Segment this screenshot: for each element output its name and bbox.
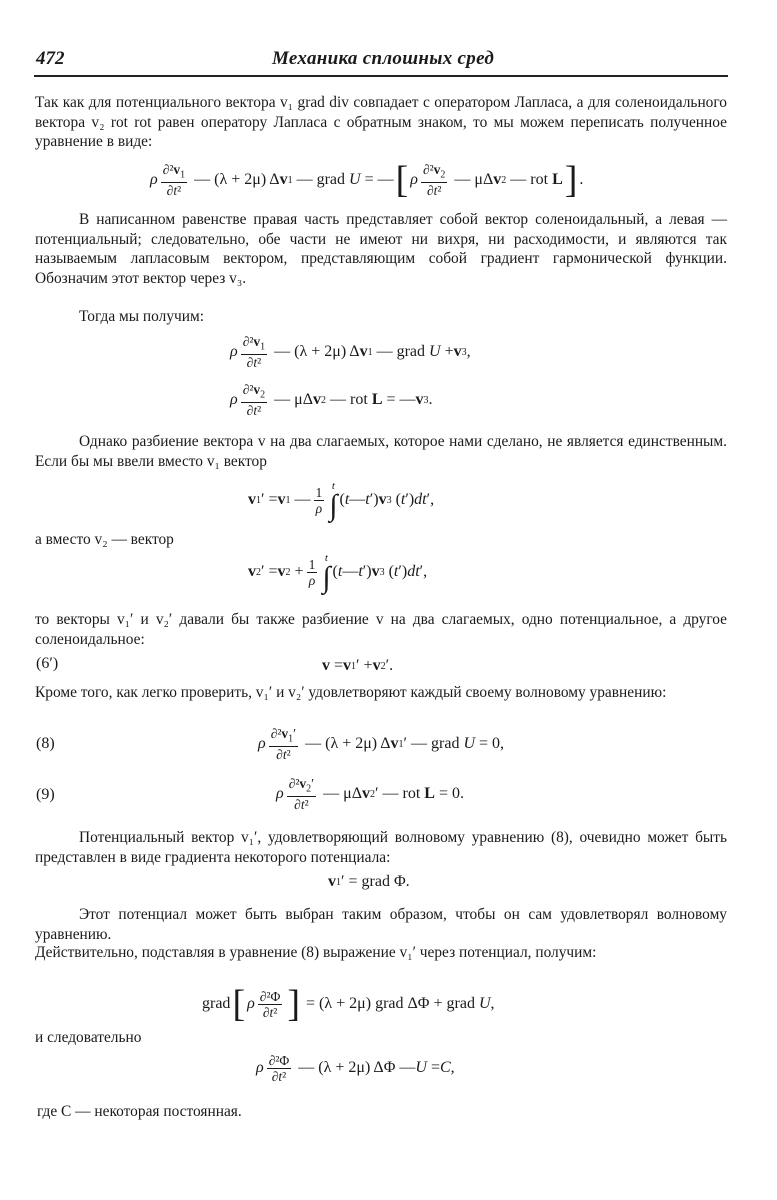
page-number: 472: [36, 48, 65, 69]
equation-number-8: (8): [36, 735, 55, 752]
equation-2: ρ $\frac{\partial^2v_1}{\text{∂t²}}$ — (λ + 2μ) Δ v 1 — grad U + v 3 ,: [230, 333, 471, 371]
equation-5: v 2 ′ = v 2 + $\frac{1}{\rho}$ t ∫ ( t — t ′) v 3 ( t ′) dt ′,: [248, 551, 428, 594]
paragraph-5: а вместо v₂ — вектор: [35, 531, 174, 548]
equation-number-6: (6′): [36, 655, 59, 672]
running-title: Механика сплошных сред: [272, 48, 495, 69]
equation-12: ρ $\frac{\text{∂²Φ}}{\text{∂t²}}$ — (λ + 2μ) ΔΦ — U = C ,: [256, 1052, 455, 1084]
equation-9: ρ $\frac{\partial^2v_2'}{\text{∂t²}}$ — μΔ v 2 ′ — rot L = 0.: [276, 775, 464, 813]
paragraph-4: Однако разбиение вектора v на два слагаемых, которое нами сделано, не является единственным. Если бы мы ввели вместо v₁ вектор: [35, 433, 727, 470]
paragraph-12: где C — некоторая постоянная.: [37, 1103, 242, 1120]
equation-6: v = v 1 ′ + v 2 ′.: [322, 657, 394, 674]
equation-11: grad [ ρ $\frac{\text{∂²Φ}}{\text{∂t²}}$ ] = (λ + 2μ) grad ΔΦ + grad U ,: [202, 983, 495, 1025]
paragraph-3: Тогда мы получим:: [79, 308, 205, 325]
equation-3: ρ $\frac{\partial^2v_2}{\text{∂t²}}$ — μΔ v 2 — rot L = — v 3 .: [230, 381, 433, 419]
paragraph-1: Так как для потенциального вектора v₁ grad div совпадает с оператором Лапласа, а для соленоидального вектора v₂ rot rot равен оператору Лапласа с обратным знаком, то мы можем переписать полученное уравнение в виде:: [35, 94, 727, 151]
paragraph-6: то векторы v₁′ и v₂′ давали бы также разбиение v на два слагаемых, одно потенциальное, а другое соленоидальное:: [35, 611, 727, 648]
paragraph-9: Этот потенциал может быть выбран таким образом, чтобы он сам удовлетворял волновому уравнению.: [35, 906, 727, 943]
paragraph-10: Действительно, подставляя в уравнение (8) выражение v₁′ через потенциал, получим:: [35, 944, 597, 961]
equation-1: ρ $\frac{\partial^2v_1}{\text{∂t²}}$ — (λ + 2μ) Δ v 1 — grad U = — [ ρ $\frac{\partial^2v_2}{\text{∂t²}}$ — μΔ v 2 — rot L ] .: [150, 159, 584, 201]
equation-number-9: (9): [36, 786, 55, 803]
paragraph-2: В написанном равенстве правая часть представляет собой вектор соленоидальный, а левая — потенциальный; следовательно, обе части не имеют ни вихря, ни расходимости, и являются так называемым лапласовым вектором, представляющим собой градиент гармонической функции. Обозначим этот вектор через v₃.: [35, 211, 727, 287]
paragraph-7: Кроме того, как легко проверить, v₁′ и v₂′ удовлетворяют каждый своему волновому уравнению:: [35, 684, 667, 701]
header-rule: [34, 75, 728, 77]
equation-10: v 1 ′ = grad Φ.: [328, 873, 410, 890]
page-header: [34, 44, 728, 74]
equation-8: ρ $\frac{\partial^2v_1'}{\text{∂t²}}$ — (λ + 2μ) Δ v 1 ′ — grad U = 0,: [258, 725, 505, 763]
paragraph-8: Потенциальный вектор v₁′, удовлетворяющий волновому уравнению (8), очевидно может быть представлен в виде градиента некоторого потенциала:: [35, 829, 727, 866]
paragraph-11: и следовательно: [35, 1029, 142, 1046]
equation-4: v 1 ′ = v 1 — $\frac{1}{\rho}$ t ∫ ( t — t ′) v 3 ( t ′) dt ′,: [248, 479, 435, 522]
